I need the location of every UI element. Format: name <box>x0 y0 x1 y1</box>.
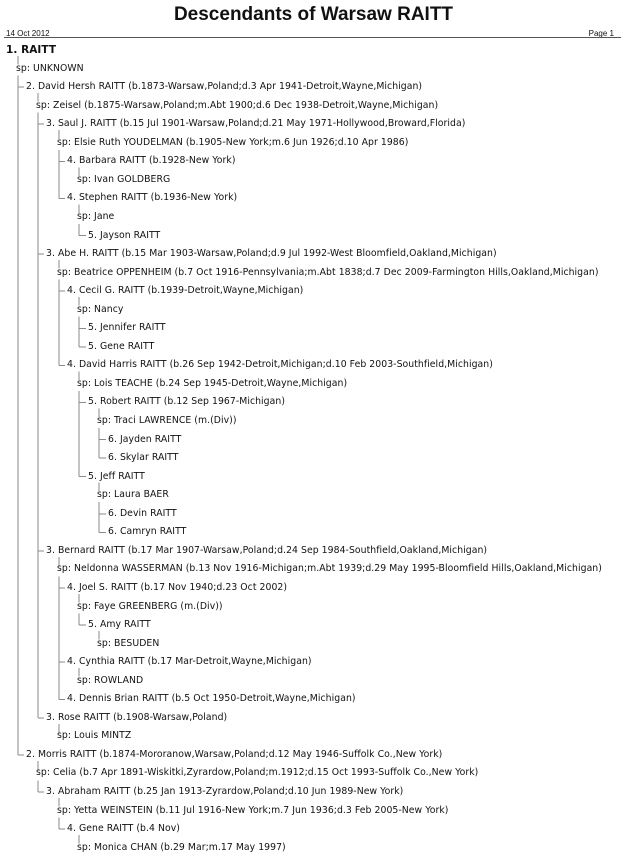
spouse-entry: sp: BESUDEN <box>97 637 160 649</box>
person-entry: 2. Morris RAITT (b.1874-Mororanow,Warsaw,Poland;d.12 May 1946-Suffolk Co.,New York) <box>26 748 443 760</box>
person-entry: 6. Devin RAITT <box>108 507 177 519</box>
person-entry: 5. Jennifer RAITT <box>88 322 166 334</box>
person-entry: 5. Gene RAITT <box>88 340 155 352</box>
person-entry: 4. Barbara RAITT (b.1928-New York) <box>67 155 236 167</box>
spouse-entry: sp: Celia (b.7 Apr 1891-Wiskitki,Zyrardow,Poland;m.1912;d.15 Oct 1993-Suffolk Co.,New York) <box>36 767 479 779</box>
person-entry: 5. Amy RAITT <box>88 619 151 631</box>
spouse-entry: sp: Beatrice OPPENHEIM (b.7 Oct 1916-Pennsylvania;m.Abt 1838;d.7 Dec 2009-Farmington Hills,Oakland,Michigan) <box>57 266 599 278</box>
spouse-entry: sp: Lois TEACHE (b.24 Sep 1945-Detroit,Wayne,Michigan) <box>77 377 348 389</box>
person-entry: 4. Stephen RAITT (b.1936-New York) <box>67 192 238 204</box>
spouse-entry: sp: Laura BAER <box>97 489 169 501</box>
spouse-entry: sp: Traci LAWRENCE (m.(Div)) <box>97 415 237 426</box>
person-entry: 6. Camryn RAITT <box>108 526 187 538</box>
spouse-entry: sp: Nancy <box>77 303 124 315</box>
person-entry: 3. Saul J. RAITT (b.15 Jul 1901-Warsaw,Poland;d.21 May 1971-Hollywood,Broward,Florida) <box>46 118 466 130</box>
spouse-entry: sp: Yetta WEINSTEIN (b.11 Jul 1916-New York;m.7 Jun 1936;d.3 Feb 2005-New York) <box>57 804 449 816</box>
person-entry: 3. Rose RAITT (b.1908-Warsaw,Poland) <box>46 711 228 723</box>
page-number: Page 1 <box>588 29 614 38</box>
report-date: 14 Oct 2012 <box>6 29 50 38</box>
spouse-entry: sp: UNKNOWN <box>16 62 84 74</box>
person-entry: 4. Joel S. RAITT (b.17 Nov 1940;d.23 Oct 2002) <box>67 581 288 593</box>
person-entry: 5. Robert RAITT (b.12 Sep 1967-Michigan) <box>88 396 286 408</box>
spouse-entry: sp: Elsie Ruth YOUDELMAN (b.1905-New York;m.6 Jun 1926;d.10 Apr 1986) <box>57 136 409 148</box>
person-entry: 1. RAITT <box>6 44 57 56</box>
spouse-entry: sp: Louis MINTZ <box>57 730 132 742</box>
person-entry: 6. Jayden RAITT <box>108 433 182 445</box>
person-entry: 5. Jayson RAITT <box>88 229 161 241</box>
spouse-entry: sp: Neldonna WASSERMAN (b.13 Nov 1916-Michigan;m.Abt 1939;d.29 May 1995-Bloomfield Hills,Oakland,Michigan) <box>57 563 602 575</box>
person-entry: 4. Gene RAITT (b.4 Nov) <box>67 823 180 835</box>
person-entry: 6. Skylar RAITT <box>108 452 179 464</box>
person-entry: 3. Abe H. RAITT (b.15 Mar 1903-Warsaw,Poland;d.9 Jul 1992-West Bloomfield,Oakland,Michigan) <box>46 248 497 260</box>
spouse-entry: sp: Faye GREENBERG (m.(Div)) <box>77 600 223 612</box>
person-entry: 4. Cynthia RAITT (b.17 Mar-Detroit,Wayne,Michigan) <box>67 656 312 668</box>
person-entry: 5. Jeff RAITT <box>88 470 145 482</box>
person-entry: 2. David Hersh RAITT (b.1873-Warsaw,Poland;d.3 Apr 1941-Detroit,Wayne,Michigan) <box>26 81 423 93</box>
person-entry: 3. Abraham RAITT (b.25 Jan 1913-Zyrardow,Poland;d.10 Jun 1989-New York) <box>46 786 404 797</box>
report-title: Descendants of Warsaw RAITT <box>173 4 454 25</box>
person-entry: 3. Bernard RAITT (b.17 Mar 1907-Warsaw,Poland;d.24 Sep 1984-Southfield,Oakland,Michigan) <box>46 544 488 556</box>
spouse-entry: sp: Jane <box>77 210 115 222</box>
spouse-entry: sp: Monica CHAN (b.29 Mar;m.17 May 1997) <box>77 841 286 853</box>
person-entry: 4. David Harris RAITT (b.26 Sep 1942-Detroit,Michigan;d.10 Feb 2003-Southfield,Michigan) <box>67 359 493 371</box>
spouse-entry: sp: Ivan GOLDBERG <box>77 173 171 185</box>
spouse-entry: sp: ROWLAND <box>77 674 144 686</box>
person-entry: 4. Dennis Brian RAITT (b.5 Oct 1950-Detroit,Wayne,Michigan) <box>67 693 356 705</box>
spouse-entry: sp: Zeisel (b.1875-Warsaw,Poland;m.Abt 1900;d.6 Dec 1938-Detroit,Wayne,Michigan) <box>36 99 439 111</box>
person-entry: 4. Cecil G. RAITT (b.1939-Detroit,Wayne,Michigan) <box>67 285 304 297</box>
